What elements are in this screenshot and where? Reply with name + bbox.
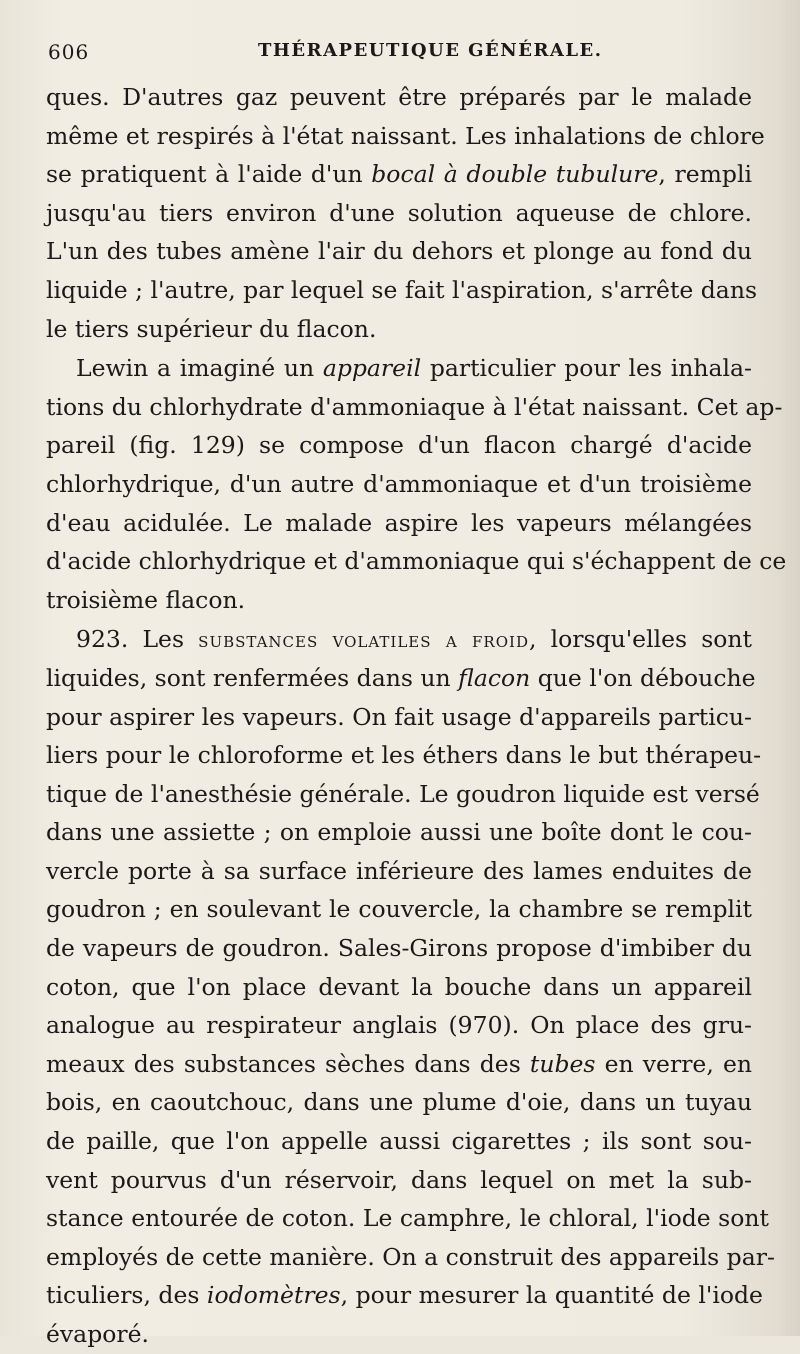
italic-term: appareil [322,354,422,383]
text-line: vent pourvus d'un réservoir, dans lequel on met la sub- [46,1165,752,1194]
italic-term: bocal à double tubulure [371,160,659,189]
text-line: stance entourée de coton. Le camphre, le chloral, l'iode sont [46,1204,769,1233]
text-line: coton, que l'on place devant la bouche dans un appareil [46,972,752,1001]
text-line: L'un des tubes amène l'air du dehors et plonge au fond du [46,237,752,266]
text-line: d'acide chlorhydrique et d'ammoniaque qui s'échappent de ce [46,547,787,576]
text-line: 923. Les substances volatiles a froid, lorsqu'elles sont [76,625,753,654]
text-line: troisième flacon. [46,585,246,614]
small-caps-term: substances volatiles a froid [198,628,529,653]
italic-term: tubes [529,1049,596,1078]
text-line: ticuliers, des iodomètres, pour mesurer la quantité de l'iode [46,1281,763,1310]
text-line: Lewin a imaginé un appareil particulier pour les inhala- [76,354,752,383]
page-number: 606 [48,40,90,64]
text-line: tique de l'anesthésie générale. Le goudron liquide est versé [46,779,760,808]
text-line: pour aspirer les vapeurs. On fait usage d'appareils particu- [46,702,752,731]
paragraph [46,349,787,619]
text-line: liers pour le chloroforme et les éthers dans le but thérapeu- [46,741,762,770]
paragraph [46,78,765,348]
text-line: liquides, sont renfermées dans un flacon que l'on débouche [46,663,756,692]
italic-term: iodomètres [206,1281,341,1310]
text-line: le tiers supérieur du flacon. [46,314,377,343]
text-line: dans une assiette ; on emploie aussi une boîte dont le cou- [46,818,752,847]
text-line: de paille, que l'on appelle aussi cigarettes ; ils sont sou- [46,1127,752,1156]
text-line: goudron ; en soulevant le couvercle, la chambre se remplit [46,895,752,924]
text-line: évaporé. [46,1320,149,1348]
text-line: même et respirés à l'état naissant. Les inhalations de chlore [46,121,765,150]
text-line: vercle porte à sa surface inférieure des lames enduites de [46,856,752,885]
text-line: ques. D'autres gaz peuvent être préparés par le malade [46,83,752,111]
text-line: de vapeurs de goudron. Sales-Girons propose d'imbiber du [46,934,752,963]
text-line: jusqu'au tiers environ d'une solution aqueuse de chlore. [46,198,752,227]
text-line: chlorhydrique, d'un autre d'ammoniaque et d'un troisième [46,469,752,498]
text-line: meaux des substances sèches dans des tubes en verre, en [46,1049,752,1078]
page-header [48,40,748,70]
running-head: THÉRAPEUTIQUE GÉNÉRALE. [258,40,603,61]
text-line: analogue au respirateur anglais (970). On place des gru- [46,1011,752,1040]
text-line: bois, en caoutchouc, dans une plume d'oie, dans un tuyau [46,1088,752,1117]
italic-term: flacon [458,663,531,692]
text-line: tions du chlorhydrate d'ammoniaque à l'état naissant. Cet ap- [46,392,783,421]
body-text [46,78,787,1354]
text-line: se pratiquent à l'aide d'un bocal à double tubulure, rempli [46,160,752,189]
text-line: d'eau acidulée. Le malade aspire les vapeurs mélangées [46,508,752,537]
text-line: liquide ; l'autre, par lequel se fait l'aspiration, s'arrête dans [46,275,758,304]
text-line: employés de cette manière. On a construit des appareils par- [46,1242,775,1271]
paragraph [46,620,775,1353]
text-line: pareil (fig. 129) se compose d'un flacon chargé d'acide [46,431,752,460]
